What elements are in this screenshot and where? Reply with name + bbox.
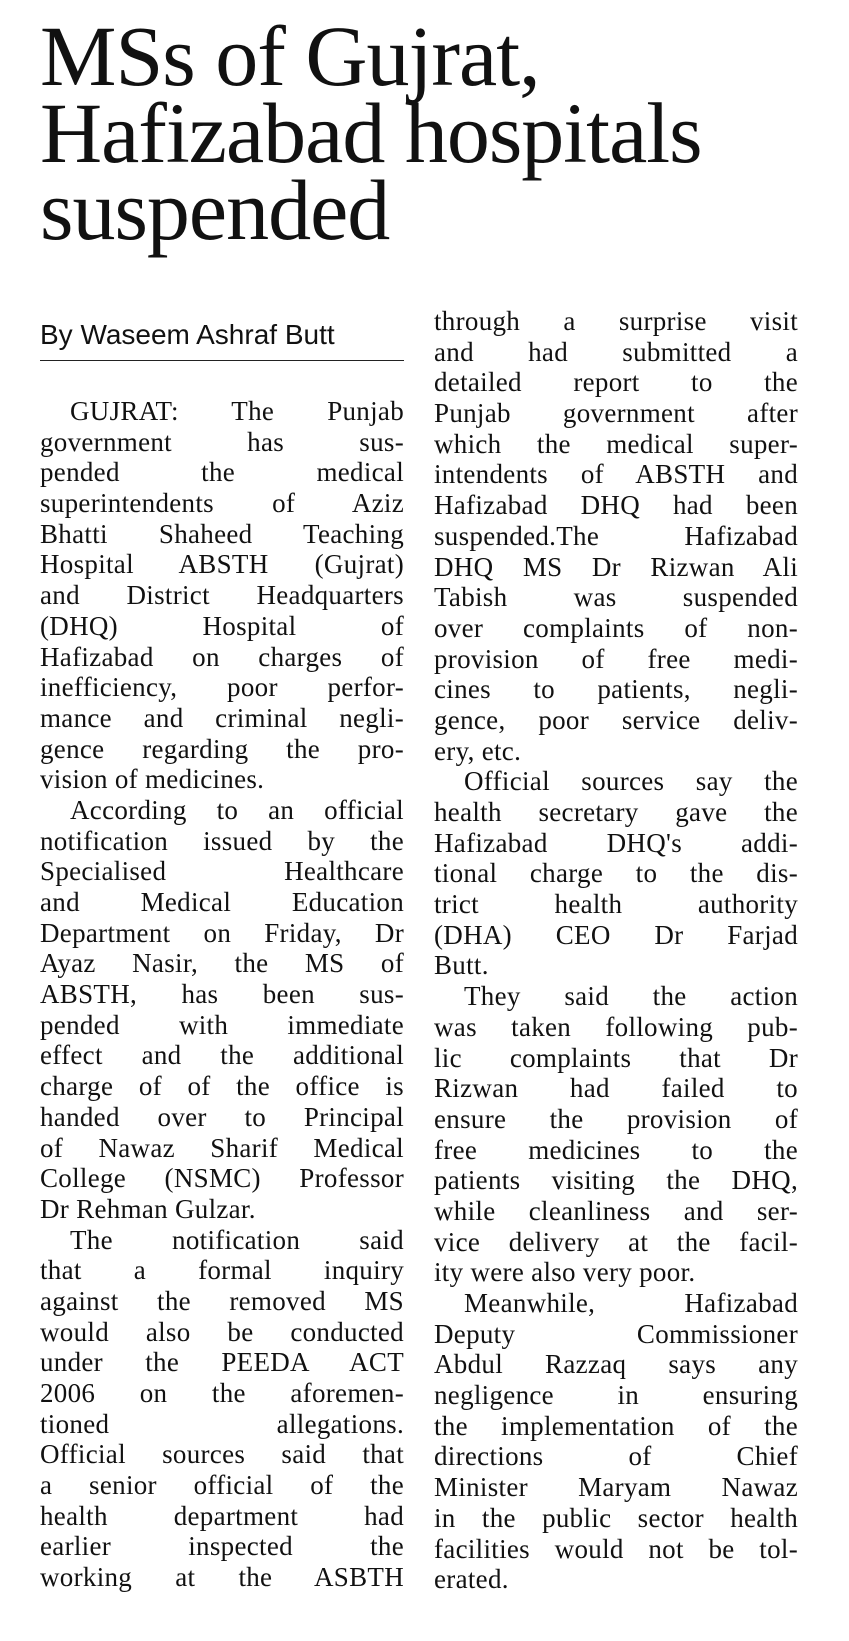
text-line: (DHQ) Hospital of	[40, 610, 404, 641]
text-line: College (NSMC) Professor	[40, 1163, 404, 1194]
text-line: negligence in ensuring	[434, 1380, 798, 1411]
text-line: that a formal inquiry	[40, 1255, 404, 1286]
text-line: inefficiency, poor perfor-	[40, 672, 404, 703]
text-line: detailed report to the	[434, 367, 798, 398]
text-line: effect and the additional	[40, 1040, 404, 1071]
text-line: under the PEEDA ACT	[40, 1347, 404, 1378]
text-line: handed over to Principal	[40, 1101, 404, 1132]
text-line: government has sus-	[40, 426, 404, 457]
text-line: health department had	[40, 1500, 404, 1531]
text-line: notification issued by the	[40, 825, 404, 856]
text-line: facilities would not be tol-	[434, 1533, 798, 1564]
text-line: GUJRAT: The Punjab	[70, 396, 404, 426]
text-line: ity were also very poor.	[434, 1257, 696, 1288]
text-line: charge of of the office is	[40, 1071, 404, 1102]
text-line: tional charge to the dis-	[434, 858, 798, 889]
text-line: Official sources said that	[40, 1439, 404, 1470]
text-line: trict health authority	[434, 889, 798, 920]
text-line: erated.	[434, 1564, 509, 1595]
article-column-right	[434, 306, 798, 1595]
text-line: cines to patients, negli-	[434, 674, 798, 705]
text-line: Ayaz Nasir, the MS of	[40, 948, 404, 979]
text-line: superintendents of Aziz	[40, 488, 404, 519]
text-line: DHQ MS Dr Rizwan Ali	[434, 551, 798, 582]
text-line: while cleanliness and ser-	[434, 1195, 798, 1226]
text-line: directions of Chief	[434, 1441, 798, 1472]
text-line: gence regarding the pro-	[40, 733, 404, 764]
text-line: free medicines to the	[434, 1134, 798, 1165]
text-line: Dr Rehman Gulzar.	[40, 1193, 256, 1224]
text-line: Butt.	[434, 950, 489, 981]
text-line: Department on Friday, Dr	[40, 917, 404, 948]
text-line: would also be conducted	[40, 1316, 404, 1347]
text-line: working at the ASBTH	[40, 1562, 404, 1593]
text-line: against the removed MS	[40, 1285, 404, 1316]
text-line: Hospital ABSTH (Gujrat)	[40, 549, 404, 580]
text-line: of Nawaz Sharif Medical	[40, 1132, 404, 1163]
text-line: earlier inspected the	[40, 1531, 404, 1562]
text-line: According to an official	[70, 794, 404, 825]
headline-line: Hafizabad hospitals	[40, 85, 702, 181]
text-line: They said the action	[464, 981, 798, 1012]
text-line: Bhatti Shaheed Teaching	[40, 518, 404, 549]
text-line: intendents of ABSTH and	[434, 459, 798, 490]
text-line: Punjab government after	[434, 398, 798, 429]
article-column-left	[40, 396, 404, 1593]
text-line: vice delivery at the facil-	[434, 1226, 798, 1257]
text-line: patients visiting the DHQ,	[434, 1165, 798, 1196]
byline: By Waseem Ashraf Butt	[40, 318, 404, 361]
text-line: (DHA) CEO Dr Farjad	[434, 919, 798, 950]
text-line: ensure the provision of	[434, 1103, 798, 1134]
text-line: pended with immediate	[40, 1009, 404, 1040]
text-line: Official sources say the	[464, 766, 798, 797]
text-line: Meanwhile, Hafizabad	[464, 1288, 798, 1318]
text-line: suspended.The Hafizabad	[434, 520, 798, 551]
text-line: gence, poor service deliv-	[434, 704, 798, 735]
text-line: ABSTH, has been sus-	[40, 979, 404, 1010]
text-line: was taken following pub-	[434, 1011, 798, 1042]
text-line: over complaints of non-	[434, 612, 798, 643]
text-line: The notification said	[70, 1224, 404, 1255]
text-line: Rizwan had failed to	[434, 1073, 798, 1104]
text-line: mance and criminal negli-	[40, 702, 404, 733]
text-line: and Medical Education	[40, 887, 404, 917]
text-line: in the public sector health	[434, 1502, 798, 1533]
text-line: tioned allegations.	[40, 1408, 404, 1439]
text-line: provision of free medi-	[434, 643, 798, 674]
text-line: Hafizabad DHQ's addi-	[434, 827, 798, 858]
text-line: health secretary gave the	[434, 797, 798, 827]
text-line: a senior official of the	[40, 1470, 404, 1501]
text-line: Specialised Healthcare	[40, 856, 404, 887]
headline	[40, 8, 840, 258]
text-line: Abdul Razzaq says any	[434, 1349, 798, 1380]
headline-line: MSs of Gujrat,	[40, 8, 540, 104]
text-line: the implementation of the	[434, 1410, 798, 1441]
text-line: Tabish was suspended	[434, 582, 798, 613]
text-line: 2006 on the aforemen-	[40, 1378, 404, 1408]
text-line: Deputy Commissioner	[434, 1318, 798, 1349]
text-line: pended the medical	[40, 457, 404, 488]
text-line: Minister Maryam Nawaz	[434, 1472, 798, 1503]
headline-line: suspended	[40, 162, 390, 258]
text-line: and District Headquarters	[40, 580, 404, 611]
text-line: which the medical super-	[434, 428, 798, 459]
text-line: and had submitted a	[434, 336, 798, 367]
text-line: through a surprise visit	[434, 306, 798, 336]
text-line: lic complaints that Dr	[434, 1042, 798, 1073]
text-line: vision of medicines.	[40, 764, 265, 795]
text-line: Hafizabad on charges of	[40, 641, 404, 672]
text-line: ery, etc.	[434, 735, 522, 766]
text-line: Hafizabad DHQ had been	[434, 490, 798, 521]
